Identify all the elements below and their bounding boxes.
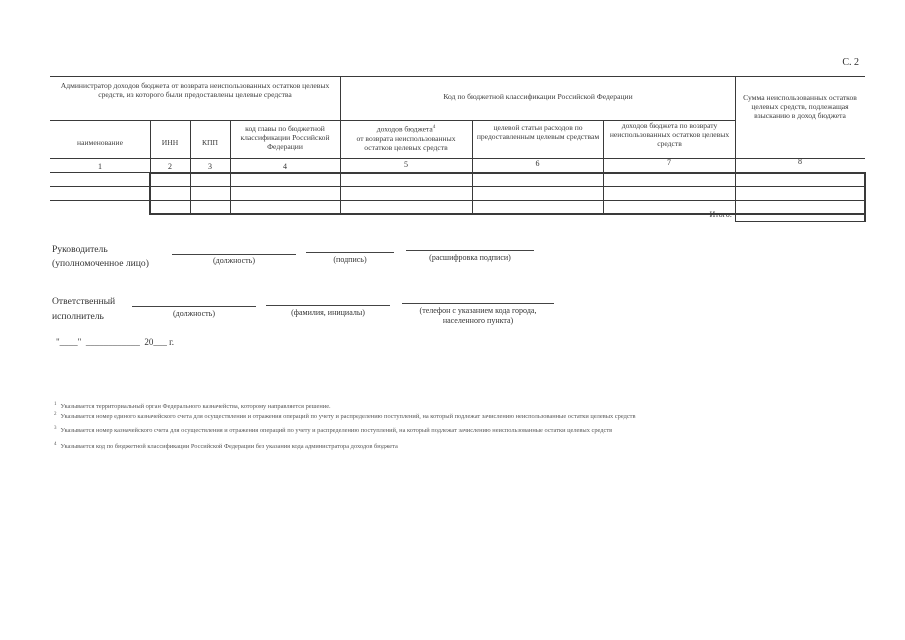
footnote-3: $^3$ Указывается номер казначейского счета для осуществления и отражения операций по учету и распределению поступлений, на который подлежат зачислению неиспользованные остатки целевых средств xyxy=(54,426,613,435)
responsible-label-sub: исполнитель xyxy=(52,311,104,322)
head-signature-caption: (подпись) xyxy=(333,255,367,264)
responsible-position-caption: (должность) xyxy=(173,309,215,318)
footnote-2: $^2$ Указывается номер единого казначейского счета для осуществления и отражения операций по учету и распределению поступлений, на который подлежат зачислению неиспользованные остатки целевых средств xyxy=(54,412,636,421)
footnote-1: $^1$ Указывается территориальный орган Федерального казначейства, которому направляется решение. xyxy=(54,402,331,411)
head-name-caption: (расшифровка подписи) xyxy=(429,253,511,262)
col-target-header: целевой статьи расходов по предоставленным целевым средствам xyxy=(476,123,600,141)
header-administrator: Администратор доходов бюджета от возврата неиспользованных остатков целевых средств, из которого были предоставлены целевые средства xyxy=(60,81,330,99)
col-number: 6 xyxy=(535,159,540,168)
col-name-header: наименование xyxy=(77,138,123,147)
col-number: 3 xyxy=(208,162,212,171)
col-number: 1 xyxy=(98,162,102,171)
head-label-sub: (уполномоченное лицо) xyxy=(52,258,149,269)
responsible-phone-caption: (телефон с указанием кода города, населенного пункта) xyxy=(419,306,537,325)
responsible-label: Ответственный xyxy=(52,296,116,307)
col-kpp-header: КПП xyxy=(201,138,219,147)
head-position-caption: (должность) xyxy=(213,256,255,265)
col-inn-header: ИНН xyxy=(161,138,179,147)
responsible-position-line[interactable] xyxy=(132,306,256,307)
head-position-line[interactable] xyxy=(172,254,296,255)
head-name-line[interactable] xyxy=(406,250,534,251)
page-number: С. 2 xyxy=(842,57,859,68)
responsible-phone-line[interactable] xyxy=(402,303,554,304)
col-number: 5 xyxy=(404,160,408,169)
col-number: 7 xyxy=(667,158,671,167)
col-return-header: доходов бюджета по возврату неиспользованных остатков целевых средств xyxy=(609,121,730,148)
col-number: 4 xyxy=(283,162,287,171)
col-income-header: доходов бюджета$^4$ от возврата неиспользованных остатков целевых средств xyxy=(356,124,456,152)
col-number: 2 xyxy=(168,162,172,171)
head-signature-line[interactable] xyxy=(306,252,394,253)
header-sum: Сумма неиспользованных остатков целевых средств, подлежащая взысканию в доход бюджета xyxy=(743,93,857,120)
responsible-name-line[interactable] xyxy=(266,305,390,306)
total-label: Итого: xyxy=(709,210,732,219)
col-glava-header: код главы по бюджетной классификации Российской Федерации xyxy=(240,124,330,151)
date-line: "____" ____________ 20___ г. xyxy=(56,337,175,347)
footnote-4: $^4$ Указывается код по бюджетной классификации Российской Федерации без указания кода администратора доходов бюджета xyxy=(54,442,398,451)
col-number: 8 xyxy=(798,157,802,166)
responsible-name-caption: (фамилия, инициалы) xyxy=(291,308,365,317)
head-label: Руководитель xyxy=(52,244,108,255)
header-kbk: Код по бюджетной классификации Российской Федерации xyxy=(443,92,633,101)
